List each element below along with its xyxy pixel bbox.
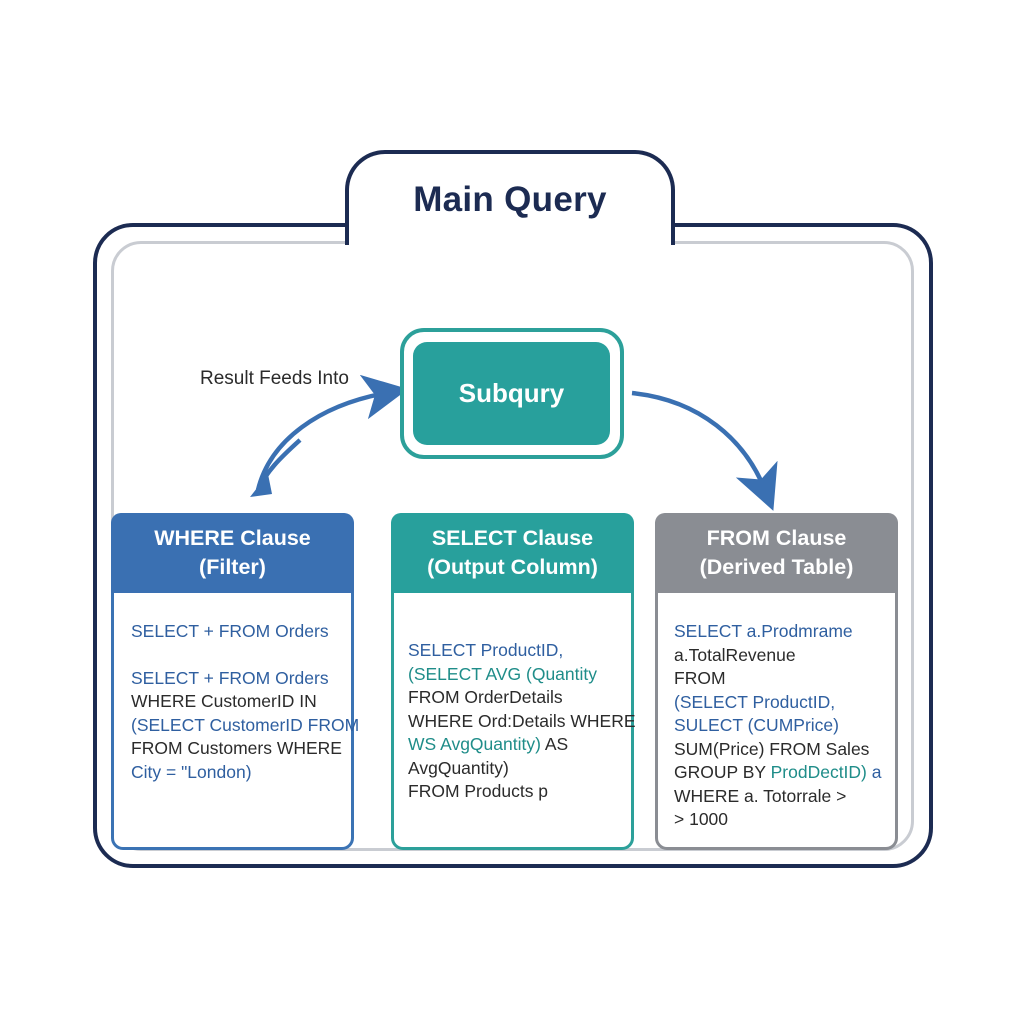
code-line: a.TotalRevenue (674, 644, 796, 665)
code-line: (SELECT CustomerID FROM (131, 714, 360, 735)
code-line: WHERE Ord:Details WHERE (408, 710, 636, 731)
code-line: SULECT (CUMPrice) (674, 715, 839, 735)
subquery-box: Subqury (413, 342, 610, 445)
from-clause-header (655, 513, 898, 593)
result-feeds-into-label: Result Feeds Into (200, 368, 349, 389)
code-token: a (866, 762, 882, 782)
code-line: (SELECT AVG (Quantity (408, 663, 598, 684)
from-clause-title: FROM Clause (706, 526, 847, 550)
where-clause-title: WHERE Clause (154, 526, 311, 550)
code-token: = "London) (161, 761, 252, 782)
select-clause-title: SELECT Clause (431, 526, 594, 550)
code-line: WHERE CustomerID IN (131, 691, 317, 711)
arrow-to-from (632, 393, 765, 490)
code-token: AS (540, 734, 569, 754)
code-line: > 1000 (674, 809, 729, 829)
code-line (408, 733, 631, 757)
code-line: AvgQuantity) (408, 757, 509, 778)
code-line: SUM(Price) FROM Sales (674, 738, 870, 759)
where-clause-subtitle: (Filter) (199, 555, 266, 579)
main-query-title: Main Query (413, 179, 607, 219)
code-line: SELECT + FROM Orders (131, 667, 329, 688)
code-line: (SELECT ProductID, (674, 691, 836, 712)
code-line: FROM Products p (408, 781, 549, 801)
code-line: SELECT a.Prodmrame (674, 621, 853, 641)
code-line: FROM OrderDetails (408, 687, 563, 707)
select-clause-subtitle: (Output Column) (427, 555, 598, 579)
select-clause-code (408, 639, 636, 804)
code-line: FROM (674, 668, 726, 688)
code-line: SELECT + FROM Orders (131, 621, 329, 641)
code-token: GROUP BY (674, 762, 771, 782)
select-clause-card (391, 513, 634, 850)
code-token: City (131, 761, 162, 782)
from-clause-card (655, 513, 898, 850)
code-line (131, 761, 351, 785)
from-clause-subtitle: (Derived Table) (699, 555, 854, 579)
where-clause-header (111, 513, 354, 593)
where-clause-card (111, 513, 360, 850)
code-line (674, 761, 895, 785)
select-clause-header (391, 513, 634, 593)
from-clause-code (674, 620, 895, 832)
code-line: FROM Customers WHERE (131, 738, 342, 758)
code-token: ProdDectID) (770, 762, 867, 782)
code-line: WHERE a. Totorrale > (674, 785, 847, 806)
arrow-to-subquery (258, 393, 386, 490)
code-line: SELECT ProductID, (408, 640, 564, 660)
where-clause-code (131, 620, 360, 784)
code-token: WS AvgQuantity) (408, 734, 541, 754)
